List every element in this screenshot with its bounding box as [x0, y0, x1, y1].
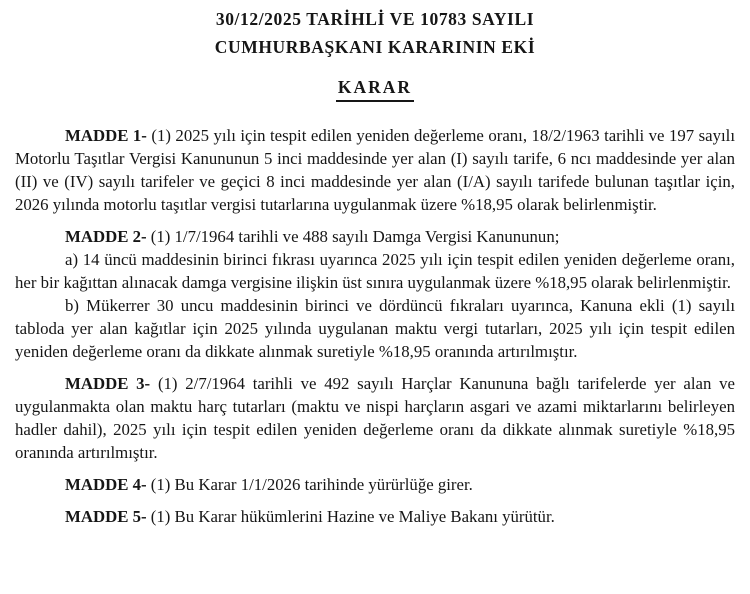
article-3 [15, 372, 735, 464]
article-5-text: (1) Bu Karar hükümlerini Hazine ve Maliye Bakanı yürütür. [150, 507, 555, 526]
article-2-text: (1) 1/7/1964 tarihli ve 488 sayılı Damga Vergisi Kanununun; [150, 227, 560, 246]
document-title [15, 5, 735, 61]
article-2-subitem-b: b) Mükerrer 30 uncu maddesinin birinci ve dördüncü fıkraları uyarınca, Kanuna ekli (1) sayılı tabloda yer alan kağıtlar için 2025 yılında uygulanan maktu vergi tutarları, 2025 yılı için tespit edilen yeniden değerleme oranı da dikkate alınmak suretiyle %18,95 oranında artırılmıştır. [15, 296, 735, 361]
decision-heading: KARAR [336, 77, 414, 102]
article-1 [15, 124, 735, 216]
article-4-label: MADDE 4- [65, 475, 147, 494]
title-line-1: 30/12/2025 TARİHLİ VE 10783 SAYILI [215, 9, 535, 29]
article-3-label: MADDE 3- [65, 374, 151, 393]
article-2 [15, 225, 735, 248]
article-5 [15, 505, 735, 528]
article-2-label: MADDE 2- [65, 227, 147, 246]
article-5-label: MADDE 5- [65, 507, 147, 526]
article-2-subitem-a: a) 14 üncü maddesinin birinci fıkrası uyarınca 2025 yılı için tespit edilen yeniden değerleme oranı, her bir kağıttan alınacak damga vergisine ilişkin üst sınıra uygulanmak üzere %18,95 olarak belirlenmiştir. [15, 250, 735, 292]
article-1-text: (1) 2025 yılı için tespit edilen yeniden değerleme oranı, 18/2/1963 tarihli ve 197 sayılı Motorlu Taşıtlar Vergisi Kanununun 5 inci maddesinde yer alan (I) sayılı tarife, 6 ncı maddesinde yer alan (II) ve (IV) sayılı tarifeler ve geçici 8 inci maddesinde yer alan (I/A) sayılı tarifede bulunan taşıtlar için, 2026 yılında motorlu taşıtlar vergisi tutarlarına uygulanmak üzere %18,95 olarak belirlenmiştir. [15, 126, 735, 214]
decision-heading-wrap [15, 77, 735, 102]
title-line-2: CUMHURBAŞKANI KARARININ EKİ [214, 37, 536, 57]
article-1-label: MADDE 1- [65, 126, 147, 145]
article-4 [15, 473, 735, 496]
article-3-text: (1) 2/7/1964 tarihli ve 492 sayılı Harçlar Kanununa bağlı tarifelerde yer alan ve uygulanmakta olan maktu harç tutarları (maktu ve nispi harçların asgari ve azami miktarlarını belirleyen hadler dahil), 2025 yılı için tespit edilen yeniden değerleme oranı da dikkate alınmak suretiyle %18,95 oranında artırılmıştır. [15, 374, 735, 462]
article-4-text: (1) Bu Karar 1/1/2026 tarihinde yürürlüğe girer. [150, 475, 473, 494]
